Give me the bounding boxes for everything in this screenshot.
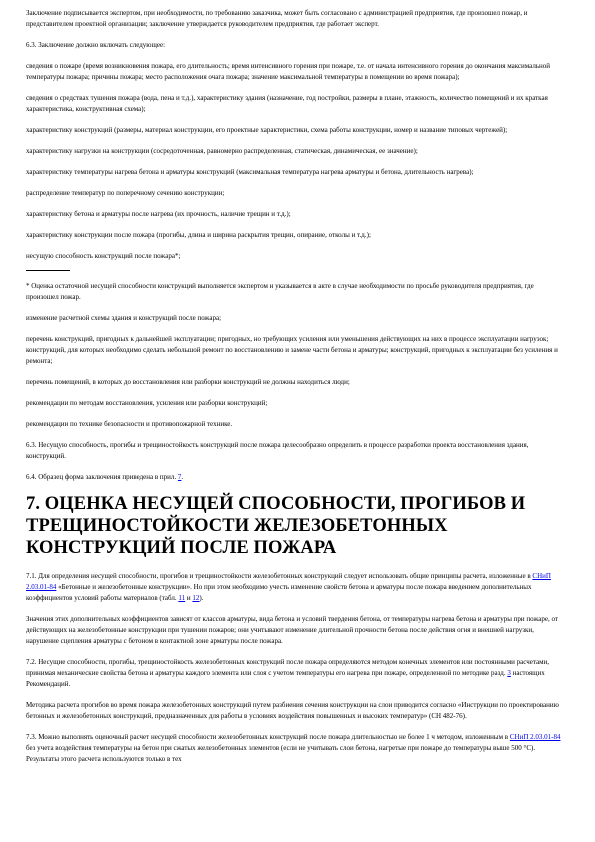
section-3-link[interactable]: 3 [507,669,511,677]
p71-c: и [185,594,193,602]
p71-b: «Бетонные и железобетонные конструкции». Но при этом необходимо учесть изменение свойств бетона и арматуры после пожара введением дополнительных коэффициентов условий работы материалов (табл. [26,583,532,602]
p64-end: . [181,473,184,481]
paragraph-after-fire: характеристику конструкции после пожара (прогибы, длина и ширина раскрытия трещин, опирание, отколы и т.д.); [26,231,371,239]
paragraph-scheme: изменение расчетной схемы здания и конструкций после пожара; [26,314,222,322]
paragraph-fire-info: сведения о пожаре (время возникновения пожара, его длительность; время интенсивного горения при пожаре, т.е. от начала интенсивного горения до окончания максимальной температуры пожара; причины пожара; место расположения очага пожара; значение максимальной температуры в помещении во время пожара); [26,62,551,81]
top-section [26,8,564,262]
p73-a: 7.3. Можно выполнять оценочный расчет несущей способности железобетонных конструкций после пожара длительностью не более 1 ч методом, изложенным в [26,733,510,741]
paragraph-distribution: распределение температур по поперечному сечению конструкции; [26,189,225,197]
paragraph-method: Методика расчета прогибов во время пожара железобетонных конструкций путем разбиения сечения конструкции на слои приводится согласно «Инструкции по проектированию бетонных и железобетонных конструкций, предназначенных для работы в условиях воздействия повышенных и высоких температур» (СН 482-76). [26,701,559,720]
p73-b: без учета воздействия температуры на бетон при сжатых железобетонных элементов (если не учитывать слои бетона, нагретые при пожаре до температуры выше 500 °С). Результаты этого расчета используются только в тех [26,744,536,763]
paragraph-structures: характеристику конструкций (размеры, материал конструкции, его проектные характеристики, схема работы конструкции, номер и название типовых чертежей); [26,126,508,134]
mid-section [26,313,564,483]
paragraph-extinguishing: сведения о средствах тушения пожара (вода, пена и т.д.), характеристику здания (назначение, год постройки, размеры в плане, этажность, количество помещений и их краткая характеристика, конструктивная схема); [26,94,548,113]
paragraph-6-4 [26,472,564,483]
appendix-7-link[interactable]: 7 [177,473,182,481]
paragraph-6-3-heading: 6.3. Заключение должно включать следующее: [26,41,166,49]
section-7-heading: 7. ОЦЕНКА НЕСУЩЕЙ СПОСОБНОСТИ, ПРОГИБОВ И ТРЕЩИНОСТОЙКОСТИ ЖЕЛЕЗОБЕТОННЫХ КОНСТРУКЦИЙ ПОСЛЕ ПОЖАРА [26,494,526,558]
paragraph-7-2 [26,657,564,690]
table-12-link[interactable]: 12 [192,594,200,602]
paragraph-recommend-safety: рекомендации по технике безопасности и противопожарной технике. [26,420,233,428]
snip-link[interactable]: СНиП 2.03.01-84 [26,572,551,591]
p71-a: 7.1. Для определения несущей способности, прогибов и трещиностойкости железобетонных конструкций следует использовать общие принципы расчета, изложенные в [26,572,533,580]
p64-text: 6.4. Образец форма заключения приведена в прил. [26,473,178,481]
p72-a: 7.2. Несущие способности, прогибы, трещиностойкость железобетонных конструкций после пожара определяются методом конечных элементов или постоянными расчетами, принимая механические свойства бетона и арматуры каждого элемента или слоя с учетом температуры его нагрева при пожаре, определенной по методике разд. [26,658,549,677]
paragraph-6-3b: 6.3. Несущую способность, прогибы и трещиностойкость конструкций после пожара целесообразно определить в процессе разработки проекта восстановления здания, конструкций. [26,441,529,460]
paragraph-signature: Заключение подписывается экспертом, при необходимости, по требованию заказчика, может быть согласовано с администрацией предприятия, где произошел пожар, и представителем проектной организации; заключение утверждается руководителем предприятия, где работает эксперт. [26,9,528,28]
paragraph-recommend-restore: рекомендации по методам восстановления, усиления или разборки конструкций; [26,399,268,407]
paragraph-temperature: характеристику температуры нагрева бетона и арматуры конструкций (максимальная температура нагрева арматуры и бетона, длительность нагрева); [26,168,474,176]
paragraph-7-1 [26,571,564,604]
footnote: * Оценка остаточной несущей способности конструкций выполняется экспертом и указывается в акте в случае необходимости по просьбе руководителя предприятия, где произошел пожар. [26,282,534,301]
p72-b: настоящих Рекомендаций. [26,669,545,688]
paragraph-coefficients: Значения этих дополнительных коэффициентов зависят от классов арматуры, вида бетона и условий твердения бетона, от температуры нагрева бетона и арматуры при пожаре, от действующих на железобетонные конструкции при тушении пожаров; они учитывают изменение длительной прочности бетона после действия огня и внешней нагрузки, нарушение сцепления арматуры с бетоном в контактной зоне арматуры после пожара. [26,615,558,645]
paragraph-rooms: перечень помещений, в которых до восстановления или разборки конструкций не должны находиться люди; [26,378,350,386]
footnote-separator [26,270,70,271]
paragraph-list: перечень конструкций, пригодных к дальнейшей эксплуатации; пригодных, но требующих усиления или уменьшения действующих на них в процессе эксплуатации нагрузок; конструкций, для которых необходимо сделать небольшой ремонт по восстановлению и замене части бетона и арматуры; конструкций, пригодных к эксплуатации без усиления и ремонта; [26,335,558,365]
snip-link-2[interactable]: СНиП 2.03.01-84 [509,733,561,741]
paragraph-concrete: характеристику бетона и арматуры после нагрева (их прочность, наличие трещин и т.д.); [26,210,291,218]
paragraph-load: характеристику нагрузки на конструкции (сосредоточенная, равномерно распределенная, статическая, динамическая, ее значение); [26,147,418,155]
p71-d: ). [199,594,204,602]
paragraph-7-3 [26,732,564,765]
table-11-link[interactable]: 11 [178,594,186,602]
document-page [26,8,564,765]
paragraph-bearing: несущую способность конструкций после пожара*; [26,252,181,260]
